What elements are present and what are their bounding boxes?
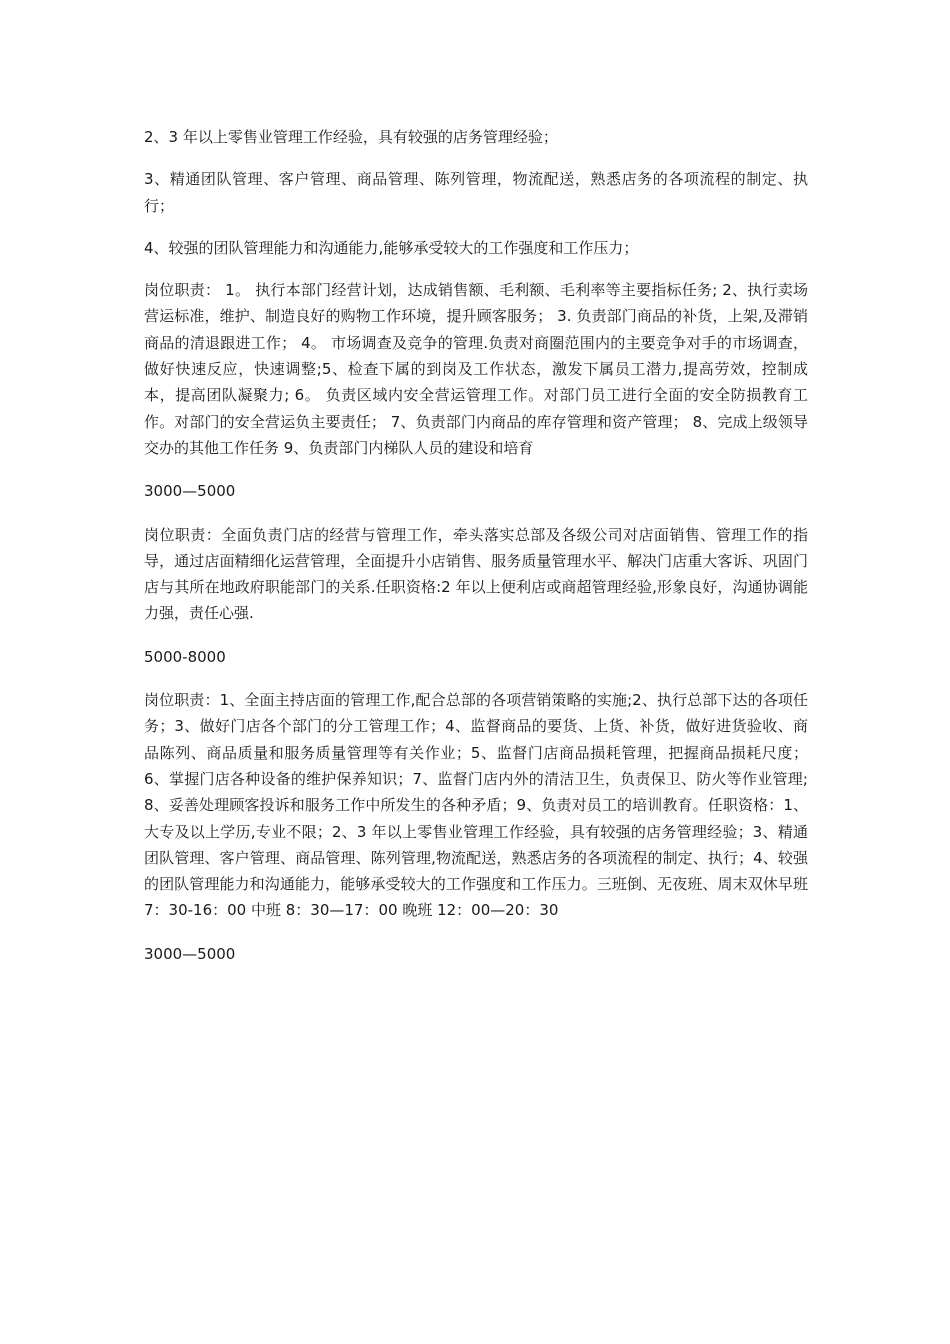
job-duties-paragraph-department: 岗位职责： 1。 执行本部门经营计划，达成销售额、毛利额、毛利率等主要指标任务; 2、执行卖场营运标准，维护、制造良好的购物工作环境，提升顾客服务； 3. 负责部门商品的补货，上架,及滞销商品的清退跟进工作； 4。 市场调查及竞争的管理.负责对商圈范围内的主要竞争对手的市场调查，做好快速反应，快速调整;5、检查下属的到岗及工作状态，激发下属员工潜力,提高劳效，控制成本，提高团队凝聚力; 6。 负责区域内安全营运管理工作。对部门员工进行全面的安全防损教育工作。对部门的安全营运负主要责任； 7、负责部门内商品的库存管理和资产管理； 8、完成上级领导交办的其他工作任务 9、负责部门内梯队人员的建设和培育 <box>144 281 808 457</box>
salary-range-2: 5000-8000 <box>144 647 226 666</box>
requirement-paragraph-experience: 2、3 年以上零售业管理工作经验，具有较强的店务管理经验； <box>144 128 558 146</box>
document-body <box>144 124 808 984</box>
salary-range-1: 3000—5000 <box>144 482 236 501</box>
job-duties-paragraph-store-operations: 岗位职责：1、全面主持店面的管理工作,配合总部的各项营销策略的实施;2、执行总部下达的各项任务；3、做好门店各个部门的分工管理工作；4、监督商品的要货、上货、补货，做好进货验收、商品陈列、商品质量和服务质量管理等有关作业；5、监督门店商品损耗管理，把握商品损耗尺度；6、掌握门店各种设备的维护保养知识；7、监督门店内外的清洁卫生，负责保卫、防火等作业管理;8、妥善处理顾客投诉和服务工作中所发生的各种矛盾；9、负责对员工的培训教育。任职资格：1、大专及以上学历,专业不限；2、3 年以上零售业管理工作经验，具有较强的店务管理经验；3、精通团队管理、客户管理、商品管理、陈列管理,物流配送，熟悉店务的各项流程的制定、执行；4、较强的团队管理能力和沟通能力，能够承受较大的工作强度和工作压力。三班倒、无夜班、周末双休早班 7：30-16：00 中班 8：30—17：00 晚班 12：00—20：30 <box>144 691 808 920</box>
requirement-paragraph-management-skills: 3、精通团队管理、客户管理、商品管理、陈列管理，物流配送，熟悉店务的各项流程的制定、执行； <box>144 170 808 215</box>
job-duties-paragraph-store-manager: 岗位职责：全面负责门店的经营与管理工作，牵头落实总部及各级公司对店面销售、管理工作的指导，通过店面精细化运营管理，全面提升小店销售、服务质量管理水平、解决门店重大客诉、巩固门店与其所在地政府职能部门的关系.任职资格:2 年以上便利店或商超管理经验,形象良好，沟通协调能力强，责任心强. <box>144 525 808 623</box>
salary-range-3: 3000—5000 <box>144 944 236 963</box>
requirement-paragraph-communication: 4、较强的团队管理能力和沟通能力,能够承受较大的工作强度和工作压力； <box>144 238 639 257</box>
